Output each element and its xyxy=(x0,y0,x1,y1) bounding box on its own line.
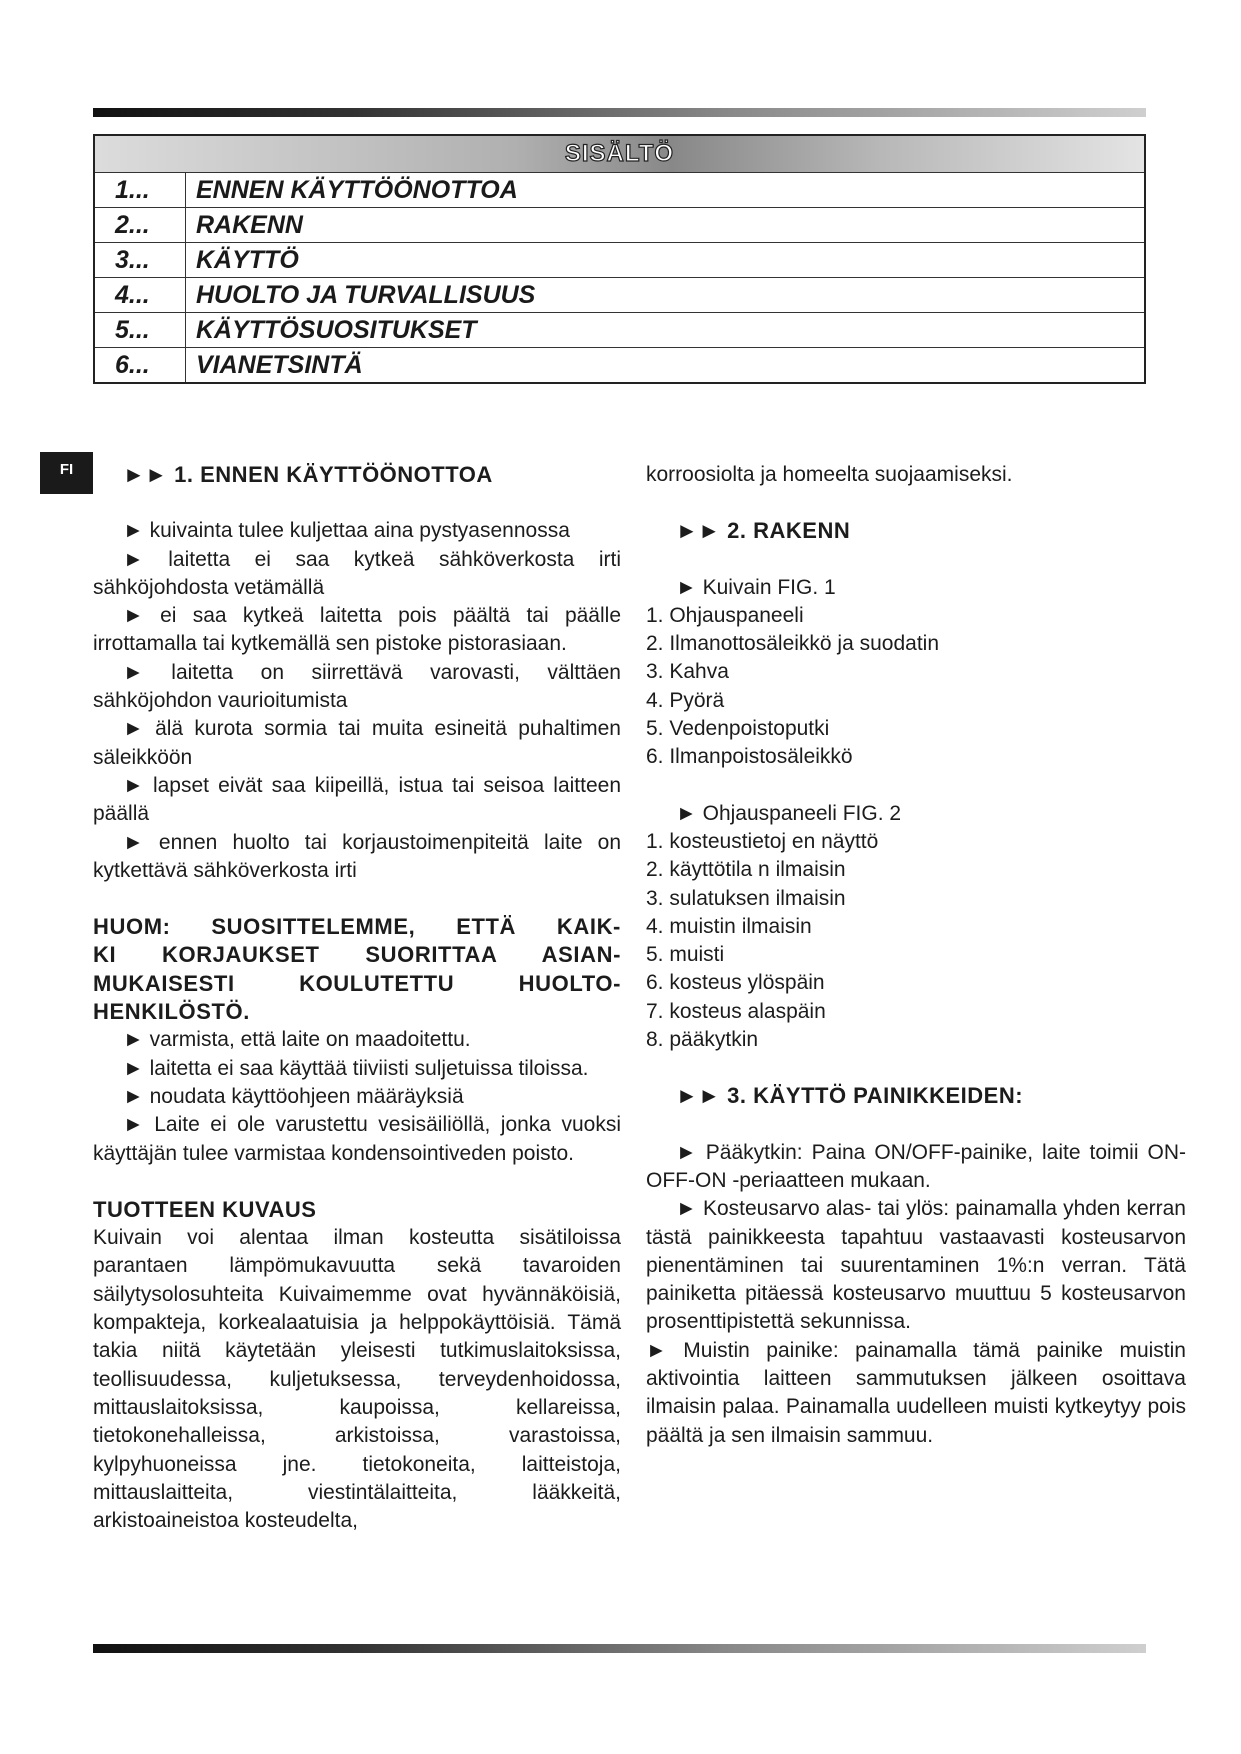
right-column xyxy=(646,461,1186,1450)
list-item: 4. Pyörä xyxy=(646,688,725,712)
toc-entry: HUOLTO JA TURVALLISUUS xyxy=(186,278,1146,313)
bullet-item: ► laitetta ei saa kytkeä sähköverkosta irti sähköjohdosta vetämällä xyxy=(93,547,621,599)
list-item: 2. käyttötila n ilmaisin xyxy=(646,858,846,882)
toc-title: SISÄLTÖ xyxy=(564,140,675,167)
figure-1-title: ► Kuivain FIG. 1 xyxy=(676,575,836,599)
bullet-item: ► ei saa kytkeä laitetta pois päältä tai päälle irrottamalla tai kytkemällä sen pistoke pistorasiaan. xyxy=(93,604,621,656)
toc-number: 3... xyxy=(94,243,186,278)
toc-entry: ENNEN KÄYTTÖÖNOTTOA xyxy=(186,173,1146,208)
toc-row xyxy=(94,208,1145,243)
section-2-heading: ►► 2. RAKENN xyxy=(676,518,851,544)
note-line: HUOM: SUOSITTELEMME, ETTÄ KAIK- xyxy=(93,914,621,940)
note-line: MUKAISESTI KOULUTETTU HUOLTO- xyxy=(93,970,621,996)
list-item: 1. kosteustietoj en näyttö xyxy=(646,829,879,853)
figure-2-title: ► Ohjauspaneeli FIG. 2 xyxy=(676,801,902,825)
continuation-text: korroosiolta ja homeelta suojaamiseksi. xyxy=(646,463,1013,486)
note-line: HENKILÖSTÖ. xyxy=(93,999,250,1025)
toc-number: 5... xyxy=(94,313,186,348)
bullet-item: ► laitetta ei saa käyttää tiiviisti suljetuissa tiloissa. xyxy=(123,1056,589,1080)
toc-entry: KÄYTTÖ xyxy=(186,243,1146,278)
bullet-item: ► noudata käyttöohjeen määräyksiä xyxy=(123,1084,464,1108)
usage-paragraph: ► Pääkytkin: Paina ON/OFF-painike, laite toimii ON-OFF-ON -periaatteen mukaan. xyxy=(646,1140,1186,1192)
list-item: 5. muisti xyxy=(646,943,725,967)
bullet-item: ► lapset eivät saa kiipeillä, istua tai seisoa laitteen päällä xyxy=(93,773,621,826)
section-1-heading: ►► 1. ENNEN KÄYTTÖÖNOTTOA xyxy=(123,462,493,487)
toc-header xyxy=(94,135,1145,173)
left-column xyxy=(93,461,621,1535)
toc-number: 2... xyxy=(94,208,186,243)
list-item: 8. pääkytkin xyxy=(646,1028,759,1052)
toc-number: 6... xyxy=(94,348,186,384)
section-3-heading: ►► 3. KÄYTTÖ PAINIKKEIDEN: xyxy=(676,1083,1024,1109)
toc-row xyxy=(94,243,1145,278)
product-description-heading: TUOTTEEN KUVAUS xyxy=(93,1196,317,1222)
toc-entry: RAKENN xyxy=(186,208,1146,243)
usage-paragraph: ► Kosteusarvo alas- tai ylös: painamalla yhden kerran tästä painikkeesta tapahtuu vastaavasti kosteusarvon pienentäminen tai suurentaminen 1%:n verran. Tätä painiketta pitäessä kosteusarvo muuttuu 5 kosteusarvon prosenttipistettä sekunnissa. xyxy=(646,1197,1186,1334)
list-item: 5. Vedenpoistoputki xyxy=(646,717,830,741)
bullet-item: ► ennen huolto tai korjaustoimenpiteitä laite on kytkettävä sähköverkosta irti xyxy=(93,830,621,882)
list-item: 4. muistin ilmaisin xyxy=(646,914,812,938)
maintenance-note xyxy=(93,913,621,1026)
toc-number: 4... xyxy=(94,278,186,313)
toc-row xyxy=(94,313,1145,348)
toc-entry: VIANETSINTÄ xyxy=(186,348,1146,384)
language-tab: FI xyxy=(40,452,93,494)
toc-row xyxy=(94,278,1145,313)
toc-row xyxy=(94,173,1145,208)
note-line: KI KORJAUKSET SUORITTAA ASIAN- xyxy=(93,942,621,968)
bullet-item: ► varmista, että laite on maadoitettu. xyxy=(123,1028,471,1052)
product-description-text: Kuivain voi alentaa ilman kosteutta sisätiloissa parantaen lämpömukavuutta sekä tavaroiden säilytysolosuhteita Kuivaimemme ovat hyvännäköisiä, kompakteja, korkealaatuisia ja helppokäyttöisiä. Tämä takia niitä käytetään yleisesti tutkimuslaitoksissa, teollisuudessa, kuljetuksessa, terveydenhoidossa, mittauslaitoksissa, kaupoissa, kellareissa, tietokonehalleissa, arkistoissa, varastoissa, kylpyhuoneissa jne. tietokoneita, laitteistoja, mittauslaitteita, viestintälaitteita, lääkkeitä, arkistoaineistoa kosteudelta, xyxy=(93,1226,621,1533)
list-item: 3. Kahva xyxy=(646,660,729,684)
list-item: 6. kosteus ylöspäin xyxy=(646,971,825,995)
list-item: 6. Ilmanpoistosäleikkö xyxy=(646,745,853,769)
bullet-item: ► laitetta on siirrettävä varovasti, välttäen sähköjohdon vaurioitumista xyxy=(93,660,621,713)
table-of-contents xyxy=(93,134,1146,384)
list-item: 1. Ohjauspaneeli xyxy=(646,603,804,627)
bullet-item: ► Laite ei ole varustettu vesisäiliöllä, jonka vuoksi käyttäjän tulee varmistaa kondensointiveden poisto. xyxy=(93,1113,621,1165)
usage-paragraph: ► Muistin painike: painamalla tämä painike muistin aktivointia laitteen sammutuksen jälkeen osoittava ilmaisin palaa. Painamalla uudelleen muisti kytkeytyy pois päältä ja sen ilmaisin sammuu. xyxy=(646,1338,1186,1447)
list-item: 7. kosteus alaspäin xyxy=(646,999,826,1023)
list-item: 2. Ilmanottosäleikkö ja suodatin xyxy=(646,632,940,656)
bottom-decorative-rule xyxy=(93,1644,1146,1653)
bullet-item: ► kuivainta tulee kuljettaa aina pystyasennossa xyxy=(123,519,570,543)
bullet-item: ► älä kurota sormia tai muita esineitä puhaltimen säleikköön xyxy=(93,717,621,769)
list-item: 3. sulatuksen ilmaisin xyxy=(646,886,846,910)
toc-number: 1... xyxy=(94,173,186,208)
top-decorative-rule xyxy=(93,108,1146,117)
toc-entry: KÄYTTÖSUOSITUKSET xyxy=(186,313,1146,348)
toc-row xyxy=(94,348,1145,384)
